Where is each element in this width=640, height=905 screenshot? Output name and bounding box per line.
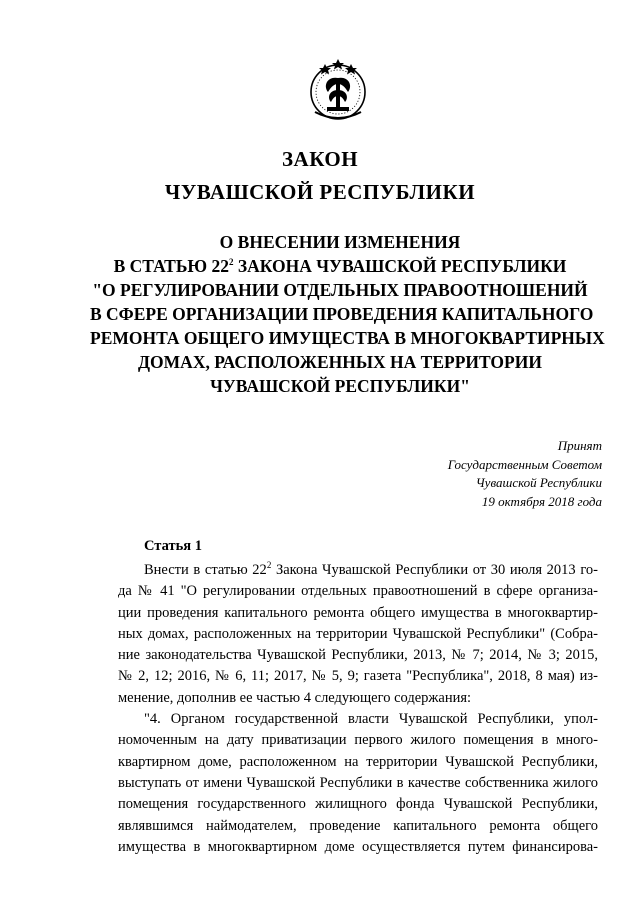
article-body: [118, 560, 598, 858]
body-line: помещения государственного жилищного фонда Чувашской Республики,: [118, 796, 598, 813]
adoption-date: 19 октября 2018 года: [481, 493, 602, 509]
body-line: ции проведения капитального ремонта общего имущества в многоквартир-: [118, 604, 598, 621]
adoption-line: Чувашской Республики: [475, 475, 602, 490]
body-line: квартирном доме, расположенном на территории Чувашской Республики,: [118, 753, 598, 770]
subtitle-line: ЧУВАШСКОЙ РЕСПУБЛИКИ": [210, 376, 470, 396]
chuvash-republic-emblem-icon: [303, 54, 373, 124]
subtitle-line: О ВНЕСЕНИИ ИЗМЕНЕНИЯ: [219, 232, 461, 252]
body-line: "4. Органом государственной власти Чувашской Республики, упол-: [144, 711, 598, 728]
subtitle-line: "О РЕГУЛИРОВАНИИ ОТДЕЛЬНЫХ ПРАВООТНОШЕНИЙ: [92, 280, 588, 300]
subtitle-line: В СТАТЬЮ $22^2$ ЗАКОНА ЧУВАШСКОЙ РЕСПУБЛИКИ: [113, 256, 567, 276]
body-line: номоченным на дату приватизации первого жилого помещения в много-: [118, 732, 598, 749]
body-line: Внести в статью $22^2$ Закона Чувашской Республики от 30 июля 2013 го-: [144, 560, 598, 578]
body-line: выступать от имени Чувашской Республики в качестве собственника жилого: [118, 774, 598, 791]
law-title: ЗАКОН: [281, 147, 359, 171]
adoption-line: Государственным Советом: [447, 456, 602, 472]
subtitle-line: ДОМАХ, РАСПОЛОЖЕННЫХ НА ТЕРРИТОРИИ: [138, 352, 542, 372]
article-heading: Статья 1: [144, 538, 202, 554]
body-line: № 2, 12; 2016, № 6, 11; 2017, № 5, 9; газета "Республика", 2018, 8 мая) из-: [118, 668, 598, 685]
law-subtitle: [90, 230, 605, 398]
body-line: ных домах, расположенных на территории Чувашской Республики" (Собра-: [118, 625, 598, 642]
adoption-line: Принят: [557, 438, 602, 453]
body-line: имущества в многоквартирном доме осуществляется путем финансирова-: [118, 838, 598, 855]
republic-title: ЧУВАШСКОЙ РЕСПУБЛИКИ: [164, 180, 476, 204]
body-line: являвшимся наймодателем, проведение капитального ремонта общего: [118, 817, 598, 834]
body-line: менение, дополнив ее частью 4 следующего содержания:: [118, 689, 472, 706]
subtitle-line: РЕМОНТА ОБЩЕГО ИМУЩЕСТВА В МНОГОКВАРТИРНЫХ: [90, 328, 605, 348]
subtitle-line: В СФЕРЕ ОРГАНИЗАЦИИ ПРОВЕДЕНИЯ КАПИТАЛЬНОГО: [90, 304, 594, 324]
adoption-note: [448, 437, 602, 511]
body-line: ние законодательства Чувашской Республики, 2013, № 7; 2014, № 3; 2015,: [118, 647, 598, 664]
body-line: да № 41 "О регулировании отдельных правоотношений в сфере организа-: [118, 583, 598, 600]
